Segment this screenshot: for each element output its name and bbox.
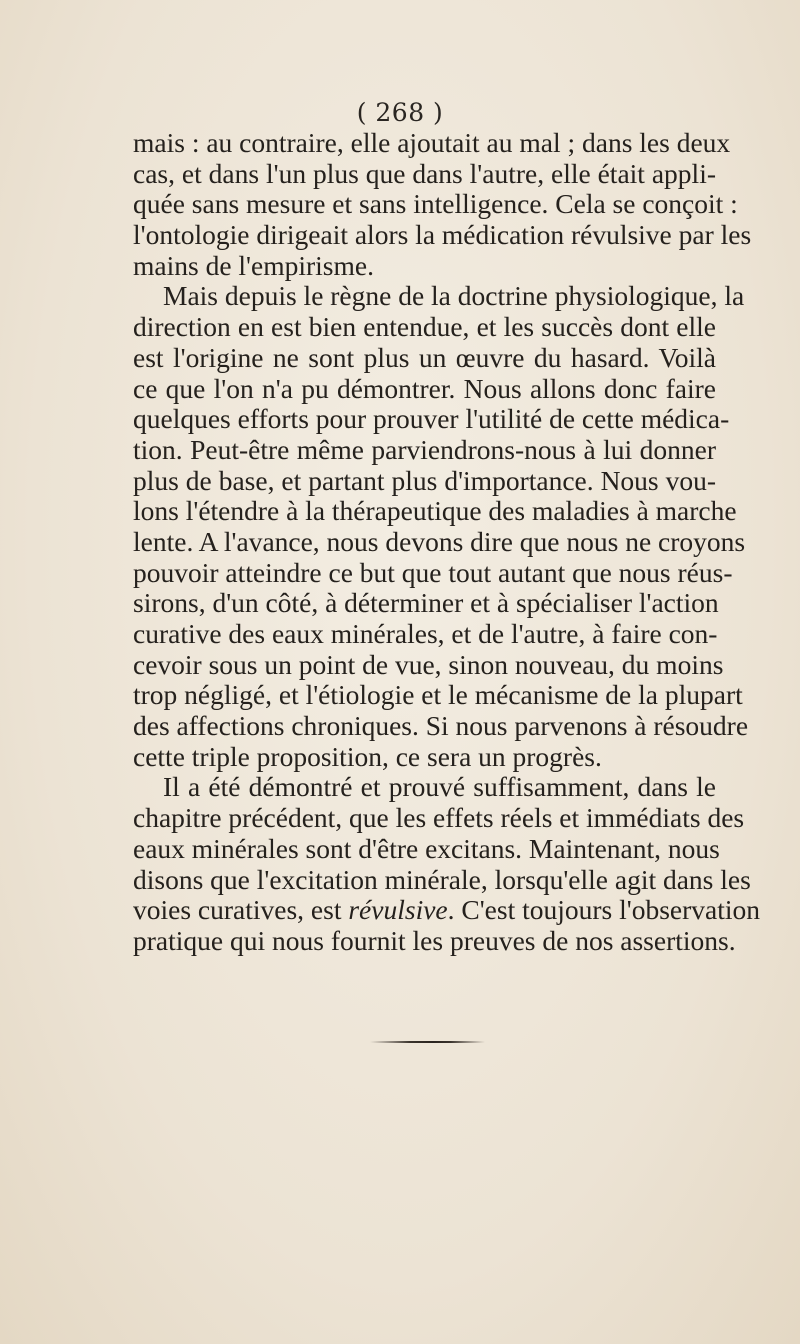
text-line: cevoir sous un point de vue, sinon nouveau, du moins [133,648,724,680]
text-line: plus de base, et partant plus d'importance. Nous vou- [133,464,716,496]
text-line: direction en est bien entendue, et les succès dont elle [133,311,716,343]
text-line: chapitre précédent, que les effets réels et immédiats des [133,802,745,834]
italic-word: révulsive [348,894,448,926]
text-line: cas, et dans l'un plus que dans l'autre, elle était appli- [133,157,716,189]
text-line: lente. A l'avance, nous devons dire que nous ne croyons [133,525,746,557]
text-line: Mais depuis le règne de la doctrine physiologique, la [163,280,745,312]
text-line: tion. Peut-être même parviendrons-nous à lui donner [133,433,716,465]
text-line: trop négligé, et l'étiologie et le mécanisme de la plupart [133,679,743,711]
text-line: des affections chroniques. Si nous parvenons à résoudre [133,710,749,742]
text-line: lons l'étendre à la thérapeutique des maladies à marche [133,495,737,527]
text-line: cette triple proposition, ce sera un progrès. [133,740,602,772]
text-line: disons que l'excitation minérale, lorsqu'elle agit dans les [133,863,751,895]
text-line: pratique qui nous fournit les preuves de nos assertions. [133,924,736,956]
text-line: ce que l'on n'a pu démontrer. Nous allons donc faire [133,372,716,404]
text-line: quée sans mesure et sans intelligence. Cela se conçoit : [133,188,738,220]
text-run: voies curatives, est [133,894,342,926]
body-text [133,127,761,957]
text-line: sirons, d'un côté, à déterminer et à spécialiser l'action [133,587,719,619]
text-line: curative des eaux minérales, et de l'autre, à faire con- [133,618,718,649]
text-line: pouvoir atteindre ce but que tout autant que nous réus- [133,556,733,588]
page-number: ( 268 ) [356,98,444,127]
text-line: mains de l'empirisme. [133,249,374,281]
text-line: mais : au contraire, elle ajoutait au mal ; dans les deux [133,127,731,158]
text-line: Il a été démontré et prouvé suffisamment, dans le [163,771,716,803]
text-line: eaux minérales sont d'être excitans. Maintenant, nous [133,832,720,864]
text-line-mixed [133,894,761,926]
text-line: quelques efforts pour prouver l'utilité de cette médica- [133,403,730,435]
section-divider [370,1041,485,1043]
text-line: est l'origine ne sont plus un œuvre du hasard. Voilà [133,341,716,373]
text-run: . C'est toujours l'observation [447,894,761,926]
text-line: l'ontologie dirigeait alors la médication révulsive par les [133,219,752,251]
